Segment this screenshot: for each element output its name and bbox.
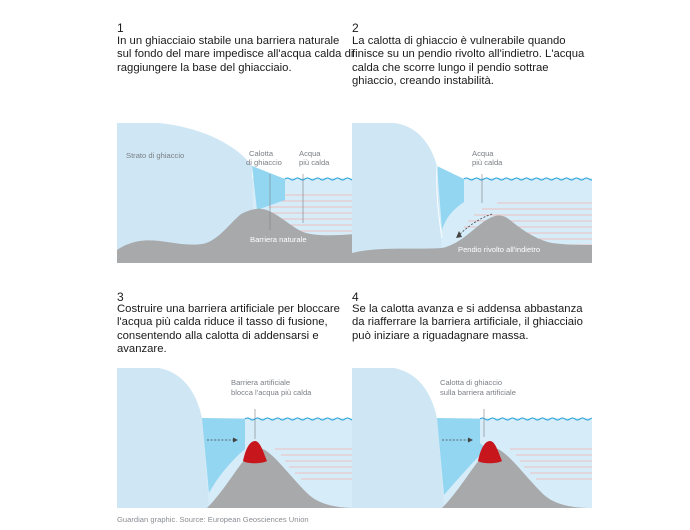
- diagram-stable-glacier: [117, 118, 357, 263]
- panel-caption: Se la calotta avanza e si addensa abbastanza da riafferrare la barriera artificiale, il ghiacciaio può iniziare a riguadagnare massa.: [352, 303, 583, 342]
- panel-number: 3: [117, 290, 124, 304]
- ice-sheet: [117, 368, 209, 508]
- panel-number: 1: [117, 21, 124, 35]
- label-ice-shelf: Calotta di ghiaccio: [246, 149, 282, 167]
- label-shelf-on-barrier: Calotta di ghiaccio sulla barriera artificiale: [440, 378, 516, 397]
- panel-number: 4: [352, 290, 359, 304]
- label-warm-water: Acqua più calda: [472, 149, 503, 167]
- source-credit: Guardian graphic. Source: European Geosciences Union: [117, 515, 309, 524]
- panel-caption: La calotta di ghiaccio è vulnerabile quando finisce su un pendio rivolto all'indietro. L'acqua calda che scorre lungo il pendio sottrae ghiaccio, creando instabilità.: [352, 35, 585, 88]
- label-retrograde-slope: Pendio rivolto all'indietro: [458, 245, 541, 254]
- ice-sheet: [352, 123, 442, 253]
- diagram-artificial-barrier: [117, 363, 357, 508]
- panel-caption: In un ghiacciaio stabile una barriera naturale sul fondo del mare impedisce all'acqua calda di raggiungere la base del ghiacciaio.: [117, 35, 354, 74]
- ice-sheet: [352, 368, 444, 508]
- diagram-shelf-on-barrier: [352, 363, 592, 508]
- diagram-vulnerable-glacier: [352, 118, 592, 263]
- label-artificial-barrier: Barriera artificiale blocca l'acqua più calda: [231, 378, 312, 397]
- label-natural-barrier: Barriera naturale: [250, 235, 307, 244]
- label-ice-sheet: Strato di ghiaccio: [126, 151, 185, 160]
- panel-number: 2: [352, 21, 359, 35]
- label-warm-water: Acqua più calda: [299, 149, 330, 167]
- panel-caption: Costruire una barriera artificiale per bloccare l'acqua più calda riduce il tasso di fusione, consentendo alla calotta di addensarsi e avanzare.: [117, 303, 340, 356]
